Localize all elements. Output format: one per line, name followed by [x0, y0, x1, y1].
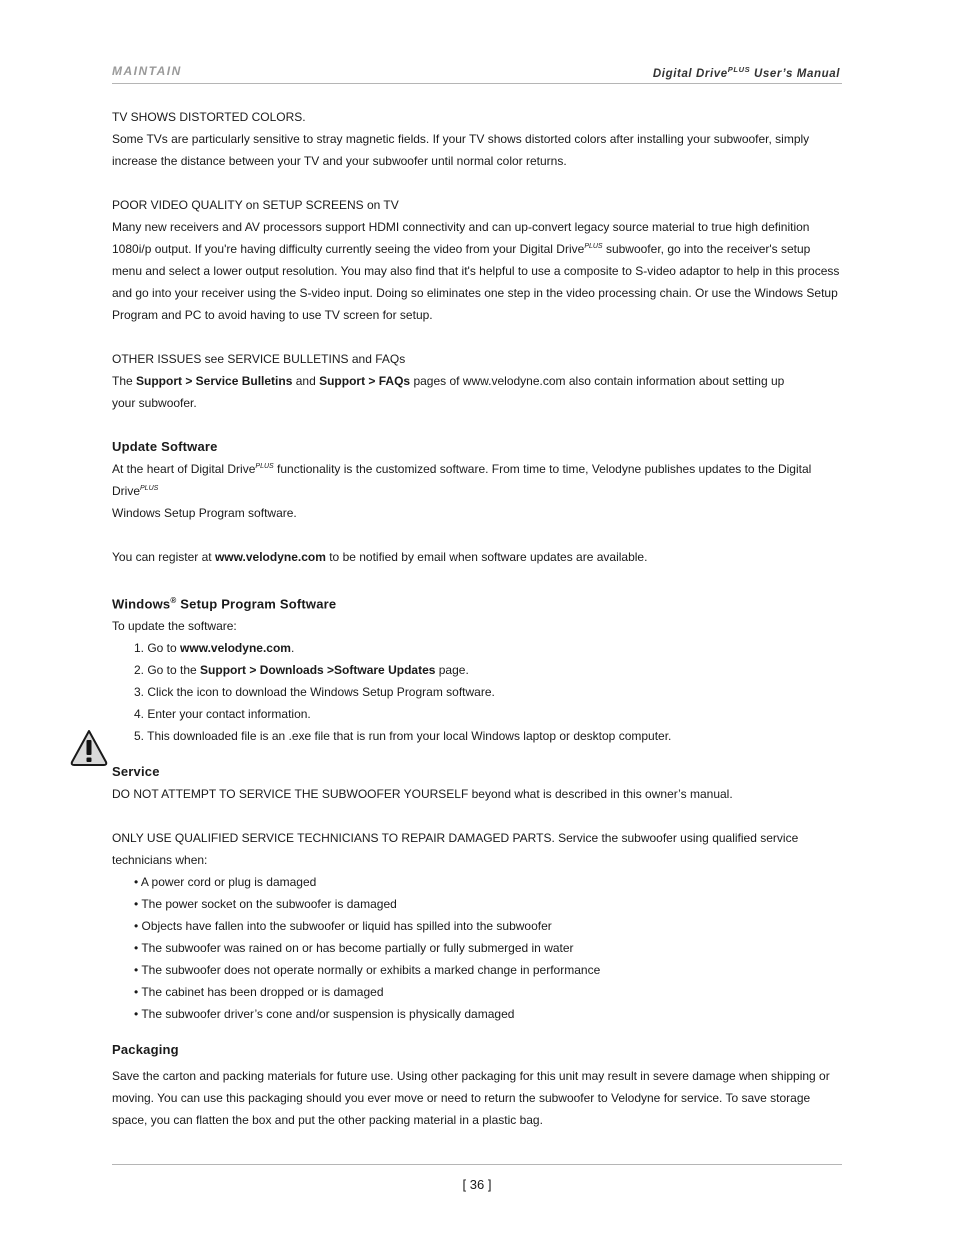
- manual-title-text: Digital Drive: [652, 67, 728, 80]
- faqs-link: Support > FAQs: [319, 374, 411, 388]
- service-p1: DO NOT ATTEMPT TO SERVICE THE SUBWOOFER YOURSELF beyond what is described in this owner’s manual.: [112, 787, 733, 802]
- section-label: MAINTAIN: [112, 64, 182, 78]
- update-text-b: functionality is the customized software. From time to time, Velodyne publishes updates to the Digital Drive: [112, 462, 812, 498]
- step-1-text: 1. Go to: [134, 641, 181, 656]
- list-item: 5. This downloaded file is an .exe file that is run from your local Windows laptop or desktop computer.: [134, 729, 672, 744]
- update-software-p1: [112, 458, 842, 502]
- register-text-a: You can register at: [112, 550, 215, 564]
- list-item: [134, 637, 842, 659]
- packaging-body: Save the carton and packing materials for future use. Using other packaging for this unit may result in severe damage when shipping or moving. You can use this packaging should you ever move or need to return the subwoofer to Velodyne for service. To save storage space, you can flatten the box and put the other packing material in a plastic bag.: [112, 1069, 830, 1128]
- other-issues-tail: your subwoofer.: [112, 396, 197, 410]
- list-item: 4. Enter your contact information.: [134, 707, 311, 722]
- list-item: • The power socket on the subwoofer is damaged: [134, 897, 397, 912]
- warning-exclamation-icon: [70, 729, 108, 767]
- windows-setup-heading: [112, 590, 842, 615]
- windows-heading-suffix: Setup Program Software: [176, 596, 337, 612]
- tv-colors-title: TV SHOWS DISTORTED COLORS.: [112, 110, 306, 124]
- poor-video-title: POOR VIDEO QUALITY on SETUP SCREENS on TV: [112, 198, 399, 212]
- register-text-b: to be notified by email when software updates are available.: [325, 550, 648, 564]
- service-p2: ONLY USE QUALIFIED SERVICE TECHNICIANS TO REPAIR DAMAGED PARTS. Service the subwoofer using qualified service technicians when:: [112, 831, 799, 868]
- service-bulletins-link: Support > Service Bulletins: [136, 374, 293, 388]
- manual-title-sup: PLUS: [727, 65, 751, 74]
- footer-rule: [112, 1164, 842, 1165]
- other-issues-title: OTHER ISSUES see SERVICE BULLETINS and FAQs: [112, 352, 406, 366]
- poor-video-text-b: subwoofer, go into the receiver's setup menu and select a lower output resolution. You may also find that it's helpful to use a composite to S-video adaptor to help in this process and go into your receiver using the S-video input. Doing so eliminates one step in the video processing chain. Or use the Windows Setup Program and PC to avoid having to use TV screen for setup.: [112, 242, 840, 322]
- list-item: • The subwoofer driver’s cone and/or suspension is physically damaged: [134, 1007, 515, 1022]
- manual-title: [653, 65, 840, 80]
- update-software-p1-tail: Windows Setup Program software.: [112, 506, 297, 520]
- page-header: [112, 62, 842, 82]
- update-steps-list: [112, 637, 842, 747]
- update-software-p2: [112, 546, 842, 568]
- step-2-text: 2. Go to the: [134, 663, 201, 678]
- step-2-path: Support > Downloads >Software Updates: [200, 663, 436, 678]
- list-item: • A power cord or plug is damaged: [134, 875, 317, 890]
- other-issues-text-1: The: [112, 374, 137, 388]
- header-rule: [112, 83, 842, 84]
- service-bullets-list: [112, 871, 842, 1025]
- update-sup-1: PLUS: [255, 463, 274, 470]
- windows-setup-intro: To update the software:: [112, 619, 237, 634]
- list-item: • The subwoofer was rained on or has become partially or fully submerged in water: [134, 941, 574, 956]
- other-issues-text-3: pages of www.velodyne.com also contain information about setting up: [410, 374, 785, 388]
- poor-video-sup: PLUS: [584, 243, 603, 250]
- list-item: • The subwoofer does not operate normally or exhibits a marked change in performance: [134, 963, 601, 978]
- update-software-heading: Update Software: [112, 439, 218, 454]
- tv-colors-body: Some TVs are particularly sensitive to stray magnetic fields. If your TV shows distorted colors after installing your subwoofer, simply increase the distance between your TV and your subwoofer until normal color returns.: [112, 132, 810, 168]
- manual-title-suffix: User’s Manual: [750, 67, 840, 80]
- update-sup-2: PLUS: [140, 485, 159, 492]
- step-2-suffix: page.: [435, 663, 469, 678]
- step-1-suffix: .: [290, 641, 295, 656]
- service-heading: Service: [112, 764, 160, 780]
- list-item: 3. Click the icon to download the Windows Setup Program software.: [134, 685, 495, 700]
- velodyne-url: www.velodyne.com: [214, 550, 326, 564]
- list-item: • The cabinet has been dropped or is damaged: [134, 985, 384, 1000]
- other-issues-text-2: and: [292, 374, 320, 388]
- step-1-url: www.velodyne.com: [180, 641, 291, 656]
- other-issues-body: [112, 370, 842, 392]
- list-item: • Objects have fallen into the subwoofer or liquid has spilled into the subwoofer: [134, 919, 552, 934]
- list-item: [134, 659, 842, 681]
- page-content: [112, 106, 842, 1131]
- page-number: [ 36 ]: [462, 1177, 492, 1192]
- update-text-a: At the heart of Digital Drive: [112, 462, 256, 476]
- registered-mark: ®: [170, 596, 177, 605]
- packaging-heading: Packaging: [112, 1042, 179, 1058]
- windows-heading-text: Windows: [112, 596, 171, 612]
- poor-video-text-a: Many new receivers and AV processors support HDMI connectivity and can up-convert legacy source material to true high definition 1080i/p output. If you're having difficulty currently seeing the video from your Digital Drive: [112, 220, 810, 256]
- poor-video-body: [112, 216, 842, 326]
